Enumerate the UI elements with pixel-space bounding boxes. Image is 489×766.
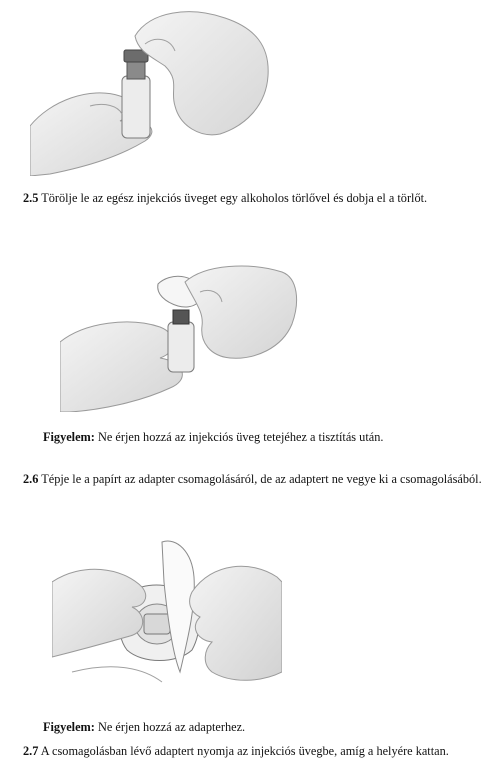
warning-label: Figyelem: xyxy=(43,430,95,444)
step-2-5-warning xyxy=(43,430,383,445)
warning-text: Ne érjen hozzá az injekciós üveg tetejéhez a tisztítás után. xyxy=(97,430,384,444)
warning-text: Ne érjen hozzá az adapterhez. xyxy=(97,720,246,734)
step-instruction: A csomagolásban lévő adaptert nyomja az injekciós üvegbe, amíg a helyére kattan. xyxy=(40,744,449,758)
step-2-6-warning xyxy=(43,720,245,735)
step-2-7-text xyxy=(23,744,449,759)
step-instruction: Tépje le a papírt az adapter csomagolásáról, de az adaptert ne vegye ki a csomagolásából. xyxy=(41,472,482,486)
illustration-remove-vial-cap xyxy=(30,6,270,176)
step-2-5-text xyxy=(23,191,427,206)
step-number: 2.5 xyxy=(23,191,39,205)
step-number: 2.6 xyxy=(23,472,39,486)
warning-label: Figyelem: xyxy=(43,720,95,734)
illustration-peel-adapter-package xyxy=(52,532,282,692)
step-instruction: Törölje le az egész injekciós üveget egy alkoholos törlővel és dobja el a törlőt. xyxy=(41,191,428,205)
step-2-6-text xyxy=(23,472,482,487)
illustration-wipe-vial xyxy=(60,262,300,412)
step-number: 2.7 xyxy=(23,744,39,758)
